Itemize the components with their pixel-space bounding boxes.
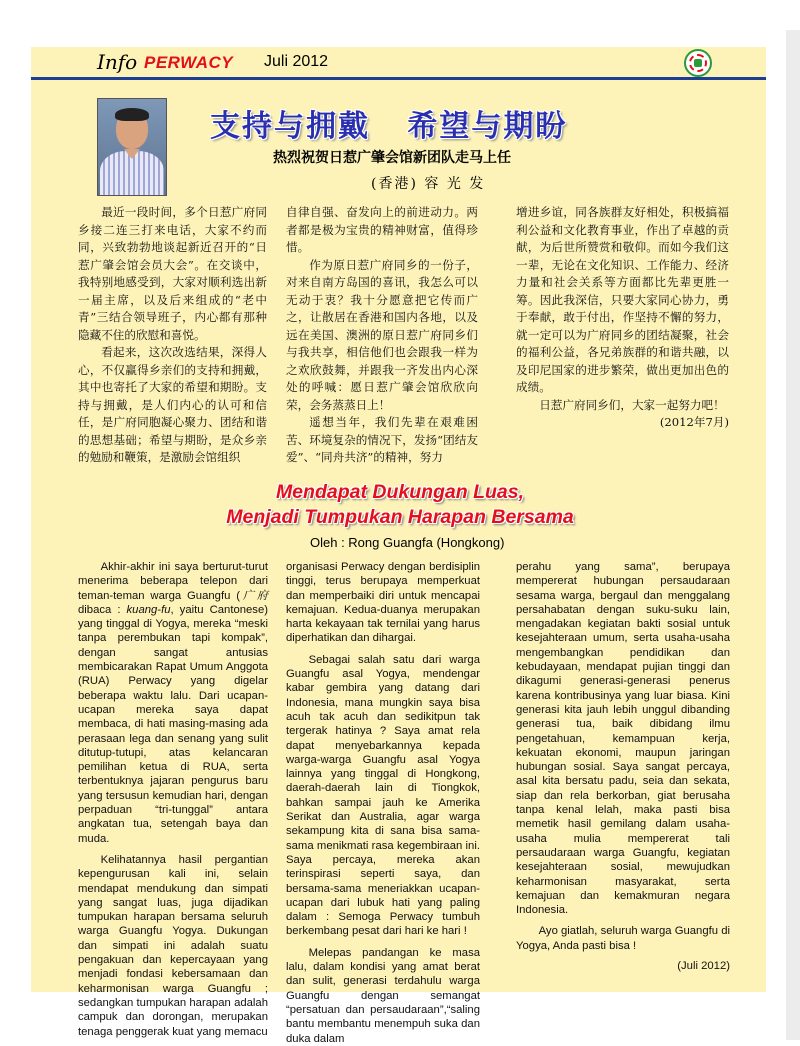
indonesian-title-line-2: Menjadi Tumpukan Harapan Bersama: [226, 506, 574, 528]
chinese-article-date: (2012年7月): [659, 415, 729, 429]
indonesian-paragraph: Akhir-akhir ini saya berturut-turut menerima beberapa telepon dari teman-teman warga Guangfu (广府 dibaca : kuang-fu, yaitu Cantonese) yang tinggal di Yogya, mereka “meski tanpa perembukan tapi kompak”, dengan sangat antusias membicarakan Rapat Umum Anggota (RUA) Perwacy yang digelar beberapa waktu lalu. Dari ucapan-ucapan mereka saya dapat membaca, di hati masing-masing ada perasaan lega dan senang yang sulit ditutup-tutupi, atas kelancaran pemilihan ketua di RUA, serta terbentuknya jajaran pengurus baru yang tersusun kemudian hari, dengan perpaduan “tri-tunggal” antara angkatan tua, setengah baya dan muda.: [78, 561, 268, 845]
indonesian-title-line-1: Mendapat Dukungan Luas,: [275, 481, 525, 503]
header-divider: [31, 77, 766, 80]
indonesian-article-author: Oleh : Rong Guangfa (Hongkong): [310, 535, 505, 550]
indonesian-paragraph: organisasi Perwacy dengan berdisiplin tinggi, terus berupaya memperkuat dan memperbaiki diri untuk mencapai kemajuan. Kedua-duanya merupakan harta kekayaan tak ternilai yang harus diperhatikan dan dihargai.: [286, 561, 480, 645]
chinese-article-subtitle: 热烈祝贺日惹广肇会馆新团队走马上任: [273, 150, 511, 166]
indonesian-paragraph: Melepas pandangan ke masa lalu, dalam kondisi yang amat berat dan sulit, generasi terdahulu warga Guangfu dengan semangat “persatuan dan persaudaraan”,“saling bantu membantu menempuh suka dan duka dalam: [286, 946, 480, 1045]
indonesian-paragraph: Kelihatannya hasil pergantian kepengurusan kali ini, selain mendapat mendukung dan simpati yang sangat luas, juga dijadikan tumpukan harapan bersama seluruh warga Guangfu Yogya. Dukungan dan simpati ini adalah suatu pengakuan dan kepercayaan yang menjadi fondasi kebersamaan dan keharmonisan warga Guangfu ; sedangkan tumpukan harapan adalah campuk dan dorongan, merupakan tenaga penggerak kuat yang memacu: [78, 853, 268, 1038]
page-shadow: [786, 30, 800, 1040]
organization-logo-icon: [684, 49, 712, 77]
indonesian-paragraph: Ayo giatlah, seluruh warga Guangfu di Yogya, Anda pasti bisa !: [516, 925, 730, 952]
chinese-article-title: 支持与拥戴 希望与期盼: [210, 109, 568, 144]
header-issue-date: Juli 2012: [264, 53, 329, 70]
chinese-column-2: [286, 204, 478, 467]
indonesian-column-1: [78, 560, 268, 1039]
indonesian-paragraph: Sebagai salah satu dari warga Guangfu asal Yogya, mendengar kabar gembira yang datang dari Indonesia, mana mungkin saya bisa acuh tak acuh dan sedikitpun tak tergerak hatinya ? Saya amat rela dapat menyebarkannya kepada warga-warga Guangfu asal Yogya lainnya yang tinggal di Hongkong, daerah-daerah lain di Tiongkok, bahkan sampai jauh ke Amerika Serikat dan Australia, agar warga sekampung kita di sana bisa sama-sama menikmati rasa kegembiraan ini. Saya percaya, mereka akan terinspirasi seperti saya, dan bersama-sama meneriakkan ucapan-ucapan dari lubuk hati yang paling dalam : Semoga Perwacy tumbuh berkembang pesat dari hari ke hari !: [286, 653, 480, 938]
indonesian-column-2: [286, 560, 480, 1046]
indonesian-column-3: [516, 560, 730, 973]
chinese-column-1: [78, 204, 267, 467]
chinese-paragraph: 看起来，这次改选结果，深得人心，不仅赢得乡亲们的支持和拥戴，其中也寄托了大家的希望和期盼。支持与拥戴，是人们内心的认可和信任，是广府同胞凝心聚力、团结和谐的思想基础；希望与期盼，是众乡亲的勉励和鞭策，是激励会馆组织: [78, 345, 267, 464]
indonesian-paragraph: perahu yang sama”, berupaya mempererat hubungan persaudaraan sesama warga, bergaul dan menggalang persahabatan dengan suku-suku lain, mengadakan kegiatan bakti sosial untuk kesejahteraan umum, serta usaha-usaha mengembangkan pendidikan dan kebudayaan, mendapat pujian tinggi dan dikagumi generasi-generasi penerus karena kontribusinya yang luar biasa. Kini generasi kita jauh lebih unggul dibanding generasi tua, baik dibidang ilmu pengetahuan, kemampuan kerja, kekuatan ekonomi, maupun jaringan hubungan sosial. Saya sangat percaya, asal kita bersatu padu, seia dan sekata, siap dan rela berkorban, giat berusaha tanpa kenal lelah, maka pasti bisa memetik hasil gemilang dalam usaha-usaha mulia mempererat tali persaudaraan warga Guangfu, kegiatan kesejahteraan sosial, mewujudkan keharmonisan masyarakat, serta kemajuan dan kemakmuran negara Indonesia.: [516, 561, 730, 917]
chinese-paragraph: 作为原日惹广府同乡的一份子，对来自南方岛国的喜讯，我怎么可以无动于衷？我十分愿意把它传而广之，让散居在香港和国内各地，以及远在美国、澳洲的原日惹广府同乡们与我共享，相信他们也会跟我一样为之欢欣鼓舞，并跟我一齐发出内心深处的呼喊：愿日惹广肇会馆欣欣向荣，会务蒸蒸日上！: [286, 257, 478, 412]
chinese-paragraph: 遥想当年，我们先辈在艰难困苦、环境复杂的情况下，发扬“团结友爱”、“同舟共济”的精神，努力: [286, 415, 478, 464]
chinese-article-author: (香港) 容 光 发: [371, 176, 486, 192]
indonesian-article-date: (Juli 2012): [677, 960, 730, 973]
author-photo-icon: [97, 98, 167, 196]
indonesian-article-title: [160, 480, 640, 530]
chinese-paragraph: 最近一段时间，多个日惹广府同乡接二连三打来电话，大家不约而同，兴致勃勃地谈起新近召开的“日惹广肇会馆会员大会”。在交谈中，我特别地感受到，大家对顺利选出新一届主席，以及后来组成的“老中青”三结合领导班子，内心都有那种隐藏不住的欣慰和喜悦。: [78, 205, 267, 342]
chinese-paragraph: 自律自强、奋发向上的前进动力。两者都是极为宝贵的精神财富，值得珍惜。: [286, 205, 478, 254]
chinese-paragraph: 日惹广府同乡们，大家一起努力吧！: [539, 397, 725, 412]
chinese-column-3: [516, 204, 729, 432]
page-header: [31, 47, 766, 83]
header-info: Info: [97, 50, 138, 74]
header-brand: PERWACY: [144, 53, 234, 72]
chinese-paragraph: 增进乡谊，同各族群友好相处，积极搞福利公益和文化教育事业，作出了卓越的贡献，为后世所赞赏和敬仰。而如今我们这一辈，无论在文化知识、工作能力、经济力量和社会关系等方面都比先辈更胜一筹。因此我深信，只要大家同心协力，勇于奉献，敢于付出，作坚持不懈的努力，就一定可以为广府同乡的团结凝聚，社会的福利公益，各兄弟族群的和谐共融，以及印尼国家的进步繁荣，做出更加出色的成绩。: [516, 205, 729, 394]
